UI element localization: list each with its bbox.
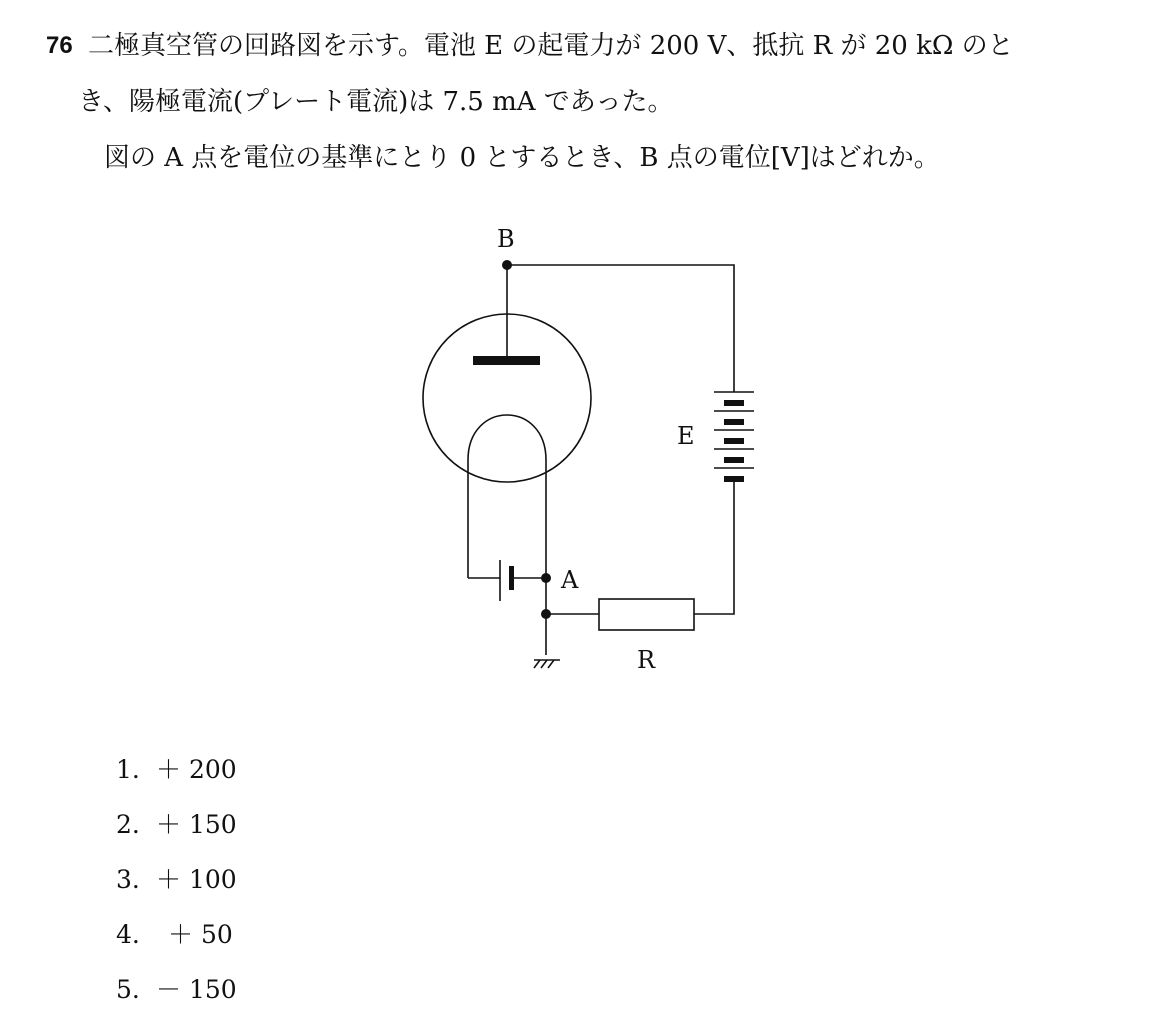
tube-plate <box>473 356 540 365</box>
ground-hatch-1 <box>534 660 540 668</box>
label-a: A <box>561 566 579 594</box>
node-b-dot <box>502 260 512 270</box>
choice-value: － 150 <box>156 975 237 1004</box>
choice-number: 2. <box>116 810 140 839</box>
junction-dot <box>541 609 551 619</box>
question-number: 76 <box>46 32 73 59</box>
choice-4[interactable] <box>116 920 233 950</box>
battery-e-short-plate <box>724 438 744 444</box>
choice-1[interactable] <box>116 755 237 785</box>
choice-value: ＋ 50 <box>168 920 233 949</box>
wire-resistor-to-battery <box>694 480 734 614</box>
choice-number: 1. <box>116 755 140 784</box>
battery-e-short-plate <box>724 419 744 425</box>
choice-value: ＋ 100 <box>156 865 237 894</box>
choice-number: 4. <box>116 920 140 949</box>
choice-2[interactable] <box>116 810 237 840</box>
label-b: B <box>497 225 515 253</box>
battery-e-short-plate <box>724 476 744 482</box>
battery-e-short-plate <box>724 400 744 406</box>
label-r: R <box>637 646 656 674</box>
question-text-line-2: き、陽極電流(プレート電流)は 7.5 mA であった。 <box>78 87 674 117</box>
choice-number: 3. <box>116 865 140 894</box>
battery-e-short-plate <box>724 457 744 463</box>
node-a-dot <box>541 573 551 583</box>
filament <box>468 415 546 655</box>
resistor <box>599 599 694 630</box>
label-e: E <box>677 422 695 450</box>
choice-3[interactable] <box>116 865 237 895</box>
choice-value: ＋ 200 <box>156 755 237 784</box>
question-text-line-3: 図の A 点を電位の基準にとり 0 とするとき、B 点の電位[V]はどれか。 <box>104 143 940 173</box>
heater-battery-short-plate <box>509 566 514 590</box>
wire-b-to-battery <box>507 265 734 392</box>
choice-number: 5. <box>116 975 140 1004</box>
choice-value: ＋ 150 <box>156 810 237 839</box>
ground-hatch-2 <box>541 660 547 668</box>
choice-5[interactable] <box>116 975 237 1005</box>
ground-hatch-3 <box>548 660 554 668</box>
question-text-line-1: 二極真空管の回路図を示す。電池 E の起電力が 200 V、抵抗 R が 20 kΩ のと <box>88 31 1014 61</box>
